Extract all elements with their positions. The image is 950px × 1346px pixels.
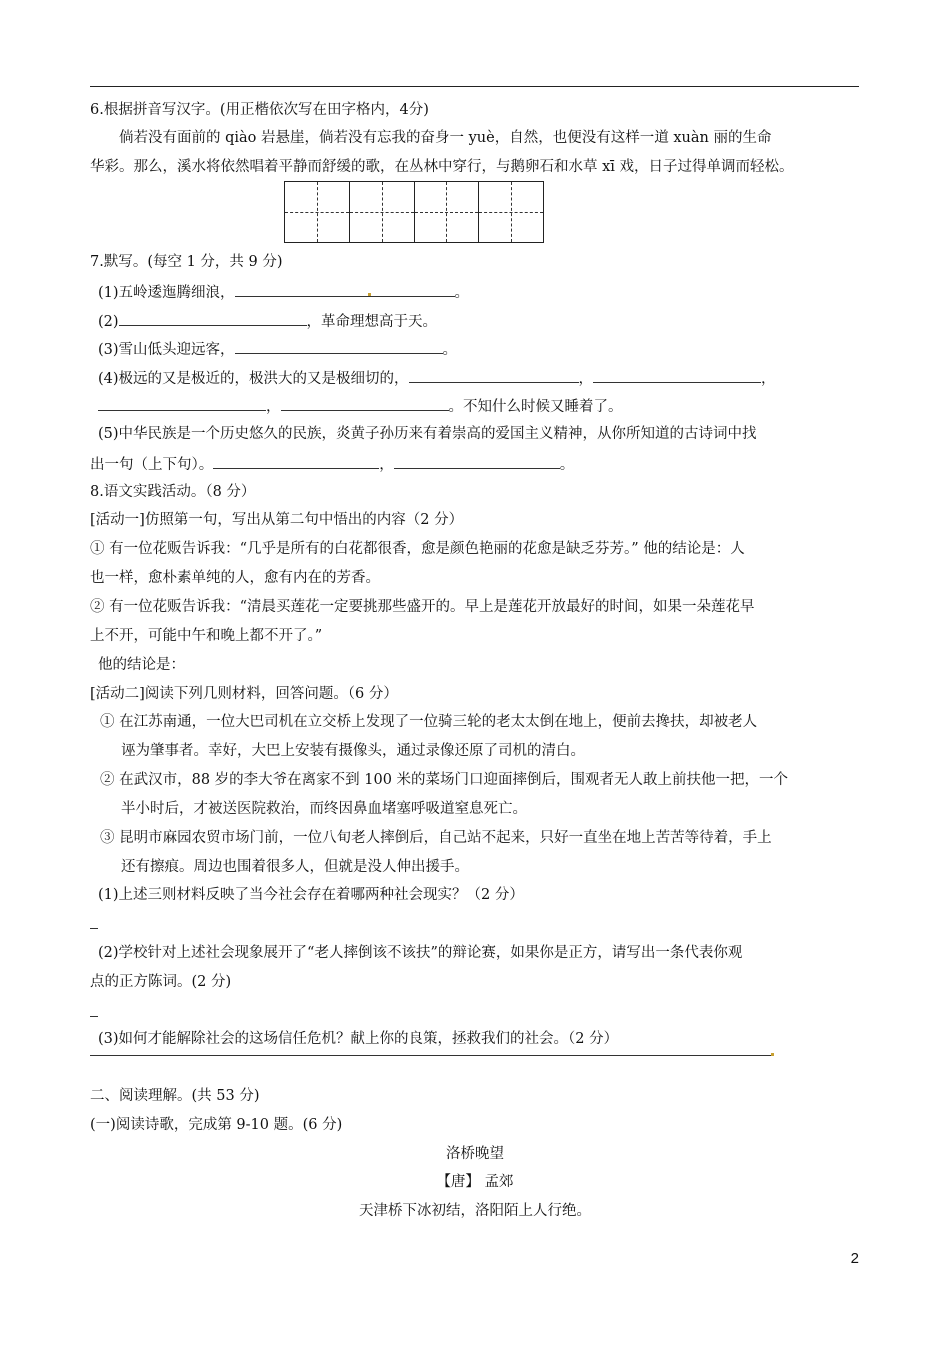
grid-cell[interactable] [285, 182, 349, 242]
q7-item5-line2 [90, 454, 574, 475]
answer-blank[interactable] [235, 339, 443, 354]
q7-item4-end: 。不知什么时候又睡着了。 [448, 399, 623, 415]
answer-blank[interactable] [235, 282, 455, 297]
section2-part1-title: (一)阅读诗歌，完成第 9-10 题。(6 分) [90, 1117, 343, 1133]
q8-activity2-title: [活动二]阅读下列几则材料，回答问题。（6 分） [90, 686, 398, 702]
q6-text-line1: 倘若没有面前的 qiào 岩悬崖，倘若没有忘我的奋身一 yuè，自然，也便没有这样一道 xuàn 丽的生命 [119, 130, 772, 146]
q7-item3-end: 。 [442, 342, 458, 358]
q7-item5-text: 出一句（上下句）。 [90, 457, 214, 473]
q6-title: 6.根据拼音写汉字。(用正楷依次写在田字格内，4分) [90, 102, 429, 118]
section2-title: 二、阅读理解。(共 53 分) [90, 1088, 260, 1104]
answer-line[interactable] [90, 1055, 774, 1056]
comma: ， [761, 371, 776, 387]
q7-item1-end: 。 [454, 285, 470, 301]
poem-line1: 天津桥下冰初结，洛阳陌上人行绝。 [359, 1203, 591, 1219]
answer-blank[interactable] [394, 454, 560, 469]
q7-title: 7.默写。(每空 1 分，共 9 分) [90, 254, 283, 270]
q7-item4 [98, 368, 776, 389]
page-number: 2 [850, 1250, 859, 1267]
q6-text-line2: 华彩。那么，溪水将依然唱着平静而舒缓的歌，在丛林中穿行，与鹅卵石和水草 xī 戏，日子过得单调而轻松。 [90, 159, 794, 175]
q8-act1-sentence1-line1: ① 有一位花贩告诉我：“几乎是所有的白花都很香，愈是颜色艳丽的花愈是缺乏芬芳。” 他的结论是：人 [90, 541, 745, 557]
q7-item2-text: (2) [98, 314, 119, 330]
poem-title: 洛桥晚望 [446, 1146, 504, 1162]
q7-item3 [98, 339, 457, 360]
comma: ， [379, 457, 394, 473]
answer-blank[interactable] [409, 368, 579, 383]
q7-item4-text: (4)极远的又是极近的，极洪大的又是极细切的， [98, 371, 409, 387]
q8-subquestion3: (3)如何才能解除社会的这场信任危机？献上你的良策，拯救我们的社会。（2 分） [98, 1031, 619, 1047]
tianzige-grid[interactable] [284, 181, 544, 243]
answer-line-marker[interactable] [90, 1016, 98, 1017]
q8-act1-sentence2-line2: 上不开，可能中午和晚上都不开了。” [90, 628, 323, 644]
q7-item2 [98, 311, 437, 332]
header-rule [90, 86, 859, 87]
answer-blank[interactable] [593, 368, 761, 383]
q8-material1-line1: ① 在江苏南通，一位大巴司机在立交桥上发现了一位骑三轮的老太太倒在地上，便前去搀扶，却被老人 [100, 714, 758, 730]
q8-subquestion2-line2: 点的正方陈词。(2 分) [90, 974, 232, 990]
answer-blank[interactable] [281, 396, 449, 411]
comma: ， [266, 399, 281, 415]
answer-blank[interactable] [98, 396, 266, 411]
q8-title: 8.语文实践活动。（8 分） [90, 484, 256, 500]
q8-material3-line1: ③ 昆明市麻园农贸市场门前，一位八旬老人摔倒后，自己站不起来，只好一直坐在地上苦苦等待着，手上 [100, 830, 772, 846]
q8-subquestion2-line1: (2)学校针对上述社会现象展开了“老人摔倒该不该扶”的辩论赛，如果你是正方，请写出一条代表你观 [98, 945, 743, 961]
poem-author: 【唐】 孟郊 [436, 1174, 514, 1190]
grid-cell[interactable] [414, 182, 479, 242]
answer-blank[interactable] [119, 311, 307, 326]
scan-mark [771, 1053, 774, 1056]
q8-material2-line2: 半小时后，才被送医院救治，而终因鼻血堵塞呼吸道窒息死亡。 [121, 801, 527, 817]
q8-subquestion1: (1)上述三则材料反映了当今社会存在着哪两种社会现实？（2 分） [98, 887, 524, 903]
comma: ， [578, 371, 594, 387]
answer-line-marker[interactable] [90, 928, 98, 929]
q7-item4-cont [98, 396, 623, 417]
q8-material1-line2: 诬为肇事者。幸好，大巴上安装有摄像头，通过录像还原了司机的清白。 [121, 743, 585, 759]
q8-material3-line2: 还有擦痕。周边也围着很多人，但就是没人伸出援手。 [121, 859, 469, 875]
q7-item1-text: (1)五岭逶迤腾细浪， [98, 285, 235, 301]
q8-activity1-title: [活动一]仿照第一句，写出从第二句中悟出的内容（2 分） [90, 512, 464, 528]
grid-cell[interactable] [478, 182, 543, 242]
q8-act1-sentence2-line1: ② 有一位花贩告诉我：“清晨买莲花一定要挑那些盛开的。早上是莲花开放最好的时间，如果一朵莲花早 [90, 599, 755, 615]
q8-material2-line1: ② 在武汉市，88 岁的李大爷在离家不到 100 米的菜场门口迎面摔倒后，围观者无人敢上前扶他一把，一个 [100, 772, 789, 788]
scan-mark [368, 293, 371, 296]
answer-blank[interactable] [213, 454, 379, 469]
q8-act1-conclusion: 他的结论是： [98, 657, 185, 673]
q7-item3-text: (3)雪山低头迎远客， [98, 342, 235, 358]
q8-act1-sentence1-line2: 也一样，愈朴素单纯的人，愈有内在的芳香。 [90, 570, 380, 586]
q7-item5-end: 。 [559, 457, 575, 473]
q7-item2-end: ，革命理想高于天。 [306, 314, 438, 330]
q7-item1 [98, 282, 469, 303]
q7-item5-line1: (5)中华民族是一个历史悠久的民族，炎黄子孙历来有着崇高的爱国主义精神，从你所知道的古诗词中找 [98, 426, 757, 442]
grid-cell[interactable] [349, 182, 414, 242]
